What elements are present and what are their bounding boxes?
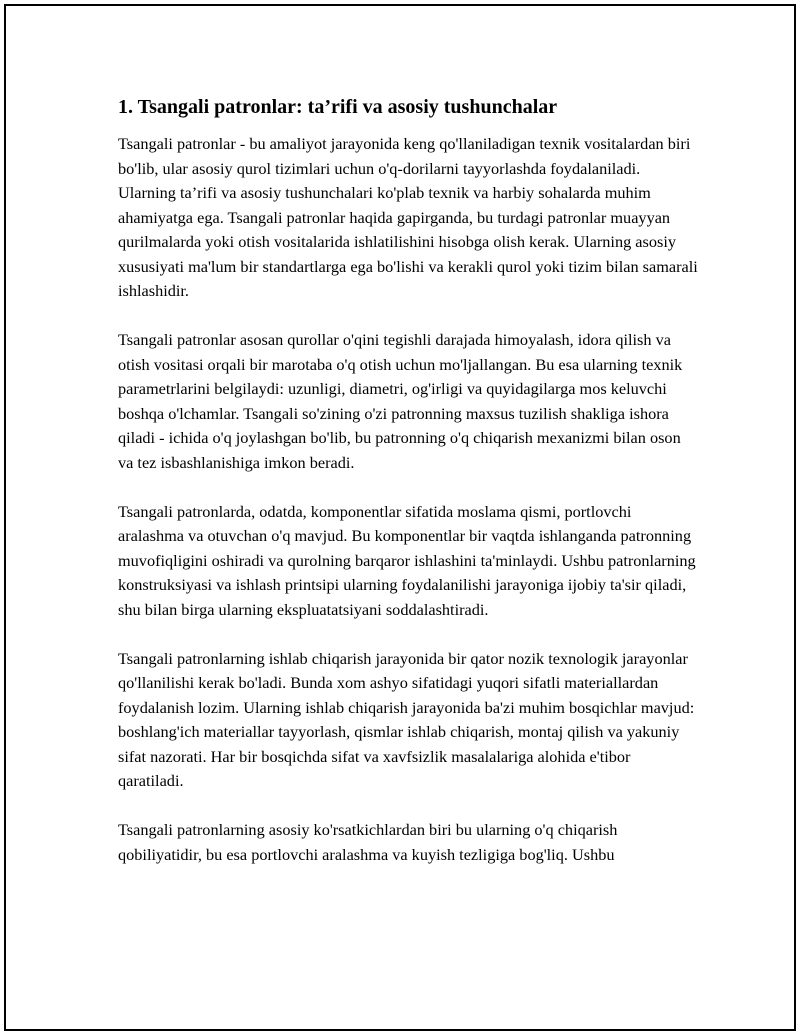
paragraph-2: Tsangali patronlar asosan qurollar o'qini tegishli darajada himoyalash, idora qilish va otish vositasi orqali bir marotaba o'q otish uchun mo'ljallangan. Bu esa ularning texnik parametrlarini belgilaydi: uzunligi, diametri, og'irligi va quyidagilarga mos keluvchi boshqa o'lchamlar. Tsangali so'zining o'zi patronning maxsus tuzilish shakliga ishora qiladi - ichida o'q joylashgan bo'lib, bu patronning o'q chiqarish mexanizmi bilan oson va tez isbashlanishiga imkon beradi. bbox=[118, 330, 683, 472]
paragraph-4: Tsangali patronlarning ishlab chiqarish jarayonida bir qator nozik texnologik jarayonlar qo'llanilishi kerak bo'ladi. Bunda xom ashyo sifatidagi yuqori sifatli materiallardan foydalanish lozim. Ularning ishlab chiqarish jarayonida ba'zi muhim bosqichlar mavjud: boshlang'ich materiallar tayyorlash, qismlar ishlab chiqarish, montaj qilish va yakuniy sifat nazorati. Har bir bosqichda sifat va xavfsizlik masalalariga alohida e'tibor qaratiladi. bbox=[118, 648, 695, 790]
paragraph-1: Tsangali patronlar - bu amaliyot jarayonida keng qo'llaniladigan texnik vositalardan biri bo'lib, ular asosiy qurol tizimlari uchun o'q-dorilarni tayyorlashda foydalaniladi. Ularning ta’rifi va asosiy tushunchalari ko'plab texnik va harbiy sohalarda muhim ahamiyatga ega. Tsangali patronlar haqida gapirganda, bu turdagi patronlar muayyan qurilmalarda yoki otish vositalarida ishlatilishini hisobga olish kerak. Ularning asosiy xususiyati ma'lum bir standartlarga ega bo'lishi va kerakli qurol yoki tizim bilan samarali ishlashidir. bbox=[118, 134, 698, 300]
paragraph-3: Tsangali patronlarda, odatda, komponentlar sifatida moslama qismi, portlovchi aralashma va otuvchan o'q mavjud. Bu komponentlar bir vaqtda ishlanganda patronning muvofiqligini oshiradi va qurolning barqaror ishlashini ta'minlaydi. Ushbu patronlarning konstruksiyasi va ishlash printsipi ularning foydalanilishi jarayoniga ijobiy ta'sir qiladi, shu bilan birga ularning ekspluatatsiyani soddalashtiradi. bbox=[118, 501, 696, 619]
paragraph-5: Tsangali patronlarning asosiy ko'rsatkichlardan biri bu ularning o'q chiqarish qobiliyatidir, bu esa portlovchi aralashma va kuyish tezligiga bog'liq. Ushbu bbox=[118, 820, 618, 864]
document-body bbox=[118, 94, 698, 892]
section-heading: 1. Tsangali patronlar: ta’rifi va asosiy tushunchalar bbox=[118, 96, 558, 118]
